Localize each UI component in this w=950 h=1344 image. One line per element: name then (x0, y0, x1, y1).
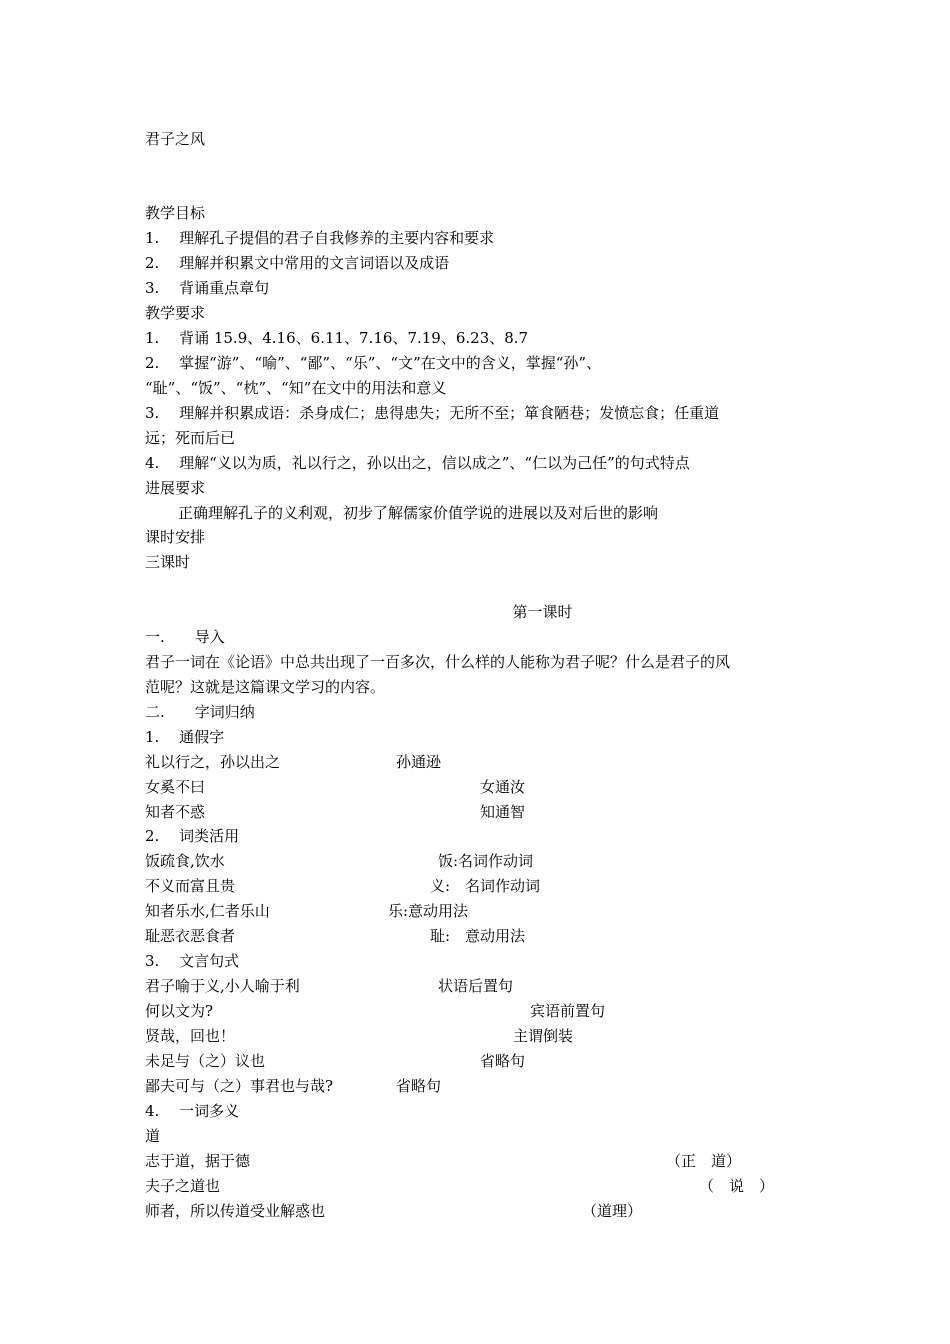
jushi-heading: 3. 文言句式 (145, 952, 240, 970)
objective-item: 2. 理解并积累文中常用的文言词语以及成语 (145, 254, 450, 272)
cilei-heading: 2. 词类活用 (145, 827, 240, 845)
tongjia-heading: 1. 通假字 (145, 728, 225, 746)
objectives-heading: 教学目标 (145, 204, 206, 222)
example-text: 礼以行之，孙以出之 (145, 753, 281, 771)
example-note: （ 说 ） (699, 1177, 775, 1195)
requirements-heading: 教学要求 (145, 304, 206, 322)
intro-line: 范呢？这就是这篇课文学习的内容。 (145, 678, 386, 696)
requirement-line: 4. 理解“义以为质，礼以行之，孙以出之，信以成之”、“仁以为己任”的句式特点 (145, 454, 690, 472)
example-text: 贤哉，回也！ (145, 1027, 236, 1045)
example-note: 孙通逊 (396, 753, 442, 771)
example-text: 未足与（之）议也 (145, 1052, 266, 1070)
example-note: 主谓倒装 (513, 1027, 574, 1045)
example-note: 女通汝 (480, 778, 526, 796)
example-note: （正 道） (666, 1152, 742, 1170)
example-text: 耻恶衣恶食者 (145, 927, 236, 945)
objective-item: 3. 背诵重点章句 (145, 279, 270, 297)
example-note: 宾语前置句 (530, 1002, 606, 1020)
lesson-title: 第一课时 (512, 603, 573, 621)
requirement-line: 1. 背诵 15.9、4.16、6.11、7.16、7.19、6.23、8.7 (145, 329, 529, 347)
example-text: 不义而富且贵 (145, 877, 236, 895)
example-text: 师者，所以传道受业解惑也 (145, 1202, 326, 1220)
requirement-line: “耻”、“饭”、“枕”、“知”在文中的用法和意义 (145, 379, 447, 397)
example-note: 省略句 (480, 1052, 526, 1070)
doc-title: 君子之风 (145, 130, 206, 148)
example-text: 饭疏食,饮水 (145, 852, 225, 870)
requirement-line: 3. 理解并积累成语：杀身成仁；患得患失；无所不至；箪食陋巷；发愤忘食；任重道 (145, 404, 720, 422)
schedule-text: 三课时 (145, 553, 191, 571)
intro-heading: 一. 导入 (145, 628, 225, 646)
example-note: 知通智 (480, 803, 526, 821)
schedule-heading: 课时安排 (145, 528, 206, 546)
requirement-line: 远；死而后已 (145, 429, 236, 447)
example-note: 义: 名词作动词 (430, 877, 541, 895)
development-heading: 进展要求 (145, 479, 206, 497)
example-text: 知者不惑 (145, 803, 206, 821)
words-heading: 二. 字词归纳 (145, 703, 255, 721)
intro-line: 君子一词在《论语》中总共出现了一百多次，什么样的人能称为君子呢？什么是君子的风 (145, 653, 731, 671)
example-note: 乐:意动用法 (388, 902, 469, 920)
example-text: 夫子之道也 (145, 1177, 221, 1195)
example-note: 耻: 意动用法 (430, 927, 526, 945)
duoyi-heading: 4. 一词多义 (145, 1102, 240, 1120)
development-text: 正确理解孔子的义利观，初步了解儒家价值学说的进展以及对后世的影响 (178, 504, 659, 522)
example-note: 省略句 (396, 1077, 442, 1095)
example-note: 状语后置句 (438, 977, 514, 995)
duoyi-word: 道 (145, 1127, 161, 1145)
example-note: 饭:名词作动词 (438, 852, 534, 870)
example-note: （道理） (582, 1202, 643, 1220)
example-text: 女奚不曰 (145, 778, 206, 796)
objective-item: 1. 理解孔子提倡的君子自我修养的主要内容和要求 (145, 229, 495, 247)
requirement-line: 2. 掌握“游”、“喻”、“鄙”、“乐”、“文”在文中的含义，掌握“孙”、 (145, 354, 602, 372)
example-text: 君子喻于义,小人喻于利 (145, 977, 300, 995)
example-text: 鄙夫可与（之）事君也与哉? (145, 1077, 334, 1095)
example-text: 何以文为? (145, 1002, 214, 1020)
example-text: 知者乐水,仁者乐山 (145, 902, 270, 920)
example-text: 志于道，据于德 (145, 1152, 251, 1170)
